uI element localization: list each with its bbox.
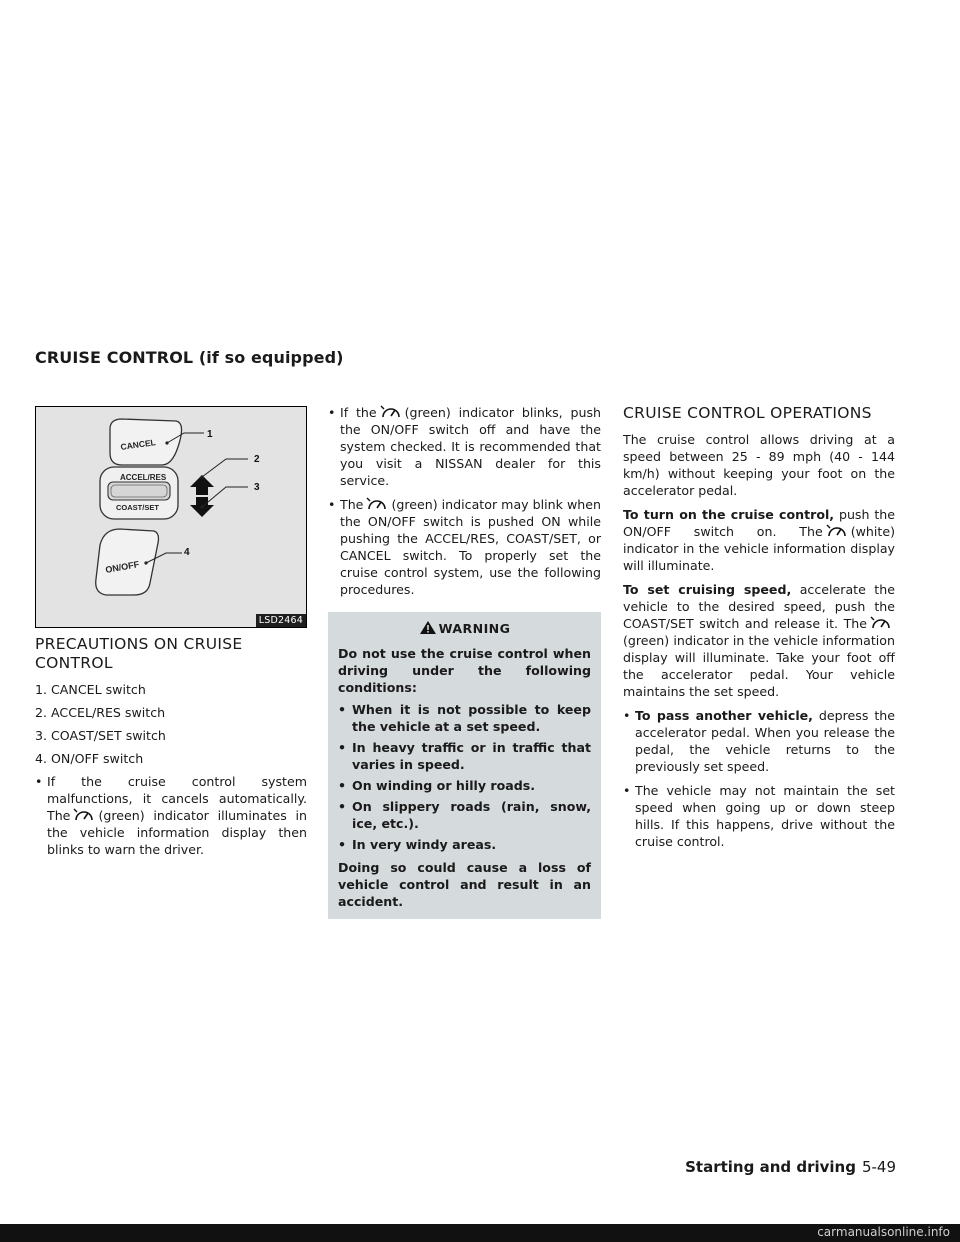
on-off-label: ON/OFF (104, 559, 140, 575)
list-item: • In heavy traffic or in traffic that varies in speed. (338, 739, 591, 773)
precautions-heading: PRECAUTIONS ON CRUISE CONTROL (35, 635, 243, 672)
warning-list (338, 701, 591, 853)
indicator-bullets (328, 404, 601, 598)
precautions-bullets (35, 773, 307, 858)
footer-section: Starting and driving (685, 1158, 856, 1176)
callout-4: 4 (184, 547, 190, 558)
callout-3: 3 (254, 482, 260, 493)
turn-on-paragraph: To turn on the cruise control, push the ON/OFF switch on. The (white) indicator in the vehicle information display will illuminate. (623, 507, 895, 573)
cancel-label: CANCEL (119, 437, 157, 452)
speedometer-cruise-icon (366, 497, 388, 511)
speedometer-cruise-icon (380, 405, 402, 419)
switch-item: 2. ACCEL/RES switch (35, 705, 166, 720)
list-item: • On winding or hilly roads. (338, 777, 591, 794)
warning-box (328, 612, 601, 919)
watermark-text: carmanualsonline.info (817, 1225, 950, 1239)
switch-diagram (35, 406, 307, 628)
list-item: • If the (green) indicator blinks, push the ON/OFF switch off and have the system checked. It is recommended that you visit a NISSAN dealer for this service. (328, 404, 601, 489)
operations-intro: The cruise control allows driving at a speed between 25 - 89 mph (40 - 144 km/h) without keeping your foot on the accelerator pedal. (623, 432, 895, 498)
switch-list (35, 681, 307, 767)
switch-item: 3. COAST/SET switch (35, 728, 166, 743)
page-number: 5-49 (861, 1158, 896, 1176)
warning-intro: Do not use the cruise control when driving under the following conditions: (338, 646, 591, 695)
column-1 (35, 635, 307, 865)
column-2 (328, 404, 601, 919)
section-title: CRUISE CONTROL (if so equipped) (35, 348, 344, 367)
warning-outro: Doing so could cause a loss of vehicle control and result in an accident. (338, 860, 591, 909)
speedometer-cruise-icon (870, 616, 892, 630)
operations-heading: CRUISE CONTROL OPERATIONS (623, 404, 872, 422)
speedometer-cruise-icon (826, 524, 848, 538)
switch-diagram-svg (36, 407, 306, 627)
list-item: • The vehicle may not maintain the set speed when going up or down steep hills. If this happens, drive without the cruise control. (623, 782, 895, 850)
page-footer (685, 1158, 896, 1176)
speedometer-cruise-icon (73, 808, 95, 822)
switch-item: 4. ON/OFF switch (35, 751, 144, 766)
warning-triangle-icon (419, 620, 437, 635)
list-item: • On slippery roads (rain, snow, ice, etc.). (338, 798, 591, 832)
accel-res-label: ACCEL/RES (120, 473, 167, 482)
figure-id-label: LSD2464 (256, 614, 306, 627)
column-3 (623, 404, 895, 857)
warning-title: WARNING (338, 620, 591, 637)
set-speed-paragraph: To set cruising speed, accelerate the vehicle to the desired speed, push the COAST/SET switch and release it. The(green) indicator in the vehicle information display will illuminate. Take your foot off the accelerator pedal. Your vehicle maintains the set speed. (623, 582, 895, 699)
callout-2: 2 (254, 454, 260, 465)
callout-1: 1 (207, 429, 213, 440)
list-item: • The (green) indicator may blink when the ON/OFF switch is pushed ON while pushing the ACCEL/RES, COAST/SET, or CANCEL switch. To properly set the cruise control system, use the following procedures. (328, 496, 601, 598)
operations-bullets (623, 707, 895, 850)
list-item: • If the cruise control system malfunctions, it cancels automatically. The (green) indicator illuminates in the vehicle information display then blinks to warn the driver. (35, 773, 307, 858)
list-item: • In very windy areas. (338, 836, 591, 853)
list-item: • To pass another vehicle, depress the accelerator pedal. When you release the pedal, the vehicle returns to the previously set speed. (623, 707, 895, 775)
watermark-bar (0, 1224, 960, 1242)
coast-set-label: COAST/SET (116, 503, 159, 512)
switch-item: 1. CANCEL switch (35, 682, 146, 697)
list-item: • When it is not possible to keep the vehicle at a set speed. (338, 701, 591, 735)
